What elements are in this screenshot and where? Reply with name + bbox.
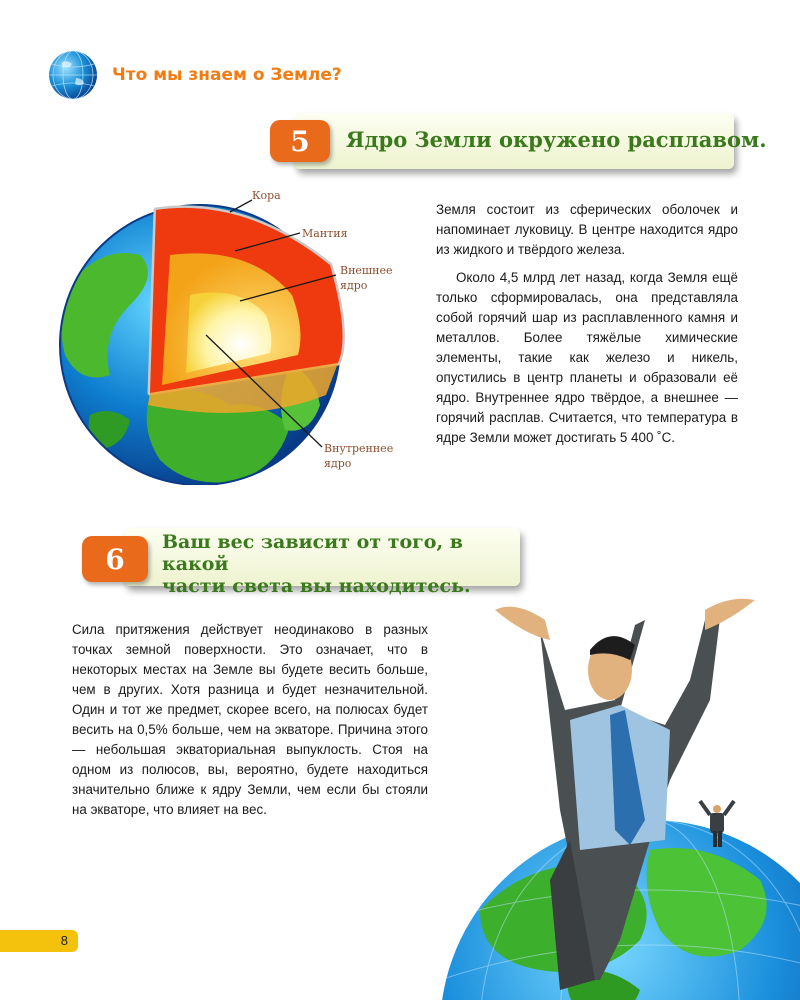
- outer-core-label-line2: ядро: [340, 279, 368, 292]
- section-heading-line-2: части света вы находитесь.: [162, 574, 471, 597]
- inner-core-label-line1: Внутреннее: [324, 442, 394, 455]
- section-number-badge: 5: [270, 120, 330, 162]
- section-5-paragraph-1: Земля состоит из сферических оболочек и напоминает луковицу. В центре находится ядро из жидкого и твёрдого железа.: [436, 202, 738, 257]
- earth-layers-diagram: [30, 185, 450, 485]
- section-5-text: [436, 200, 738, 448]
- outer-core-label-line1: Внешнее: [340, 264, 393, 277]
- section-heading-line-1: Ваш вес зависит от того, в какой: [162, 531, 463, 575]
- page-title: Что мы знаем о Земле?: [112, 65, 342, 85]
- globe-icon: [48, 50, 98, 100]
- page-number-tab: [0, 930, 78, 952]
- inner-core-label-line2: ядро: [324, 457, 352, 470]
- page-header: [48, 50, 342, 100]
- man-on-globe-illustration: [420, 580, 800, 1000]
- section-heading: Ядро Земли окружено расплавом.: [346, 127, 767, 152]
- crust-label: Кора: [252, 189, 281, 202]
- mantle-label: Мантия: [302, 227, 348, 240]
- section-6-text: [72, 620, 428, 820]
- section-5-banner: [270, 113, 767, 173]
- page-number: 8: [60, 933, 68, 948]
- section-6-paragraph: Сила притяжения действует неодинаково в разных точках земной поверхности. Это означает, что в некоторых местах на Земле вы будете весить больше, чем в других. Хотя разница и будет незначительной. Один и тот же предмет, скорее всего, на полюсах будет весить на 0,5% больше, чем на экваторе. Причина этого — небольшая экваториальная выпуклость. Стоя на одном из полюсов, вы, вероятно, будете находиться значительно ближе к ядру Земли, чем если бы стояли на экваторе, что влияет на вес.: [72, 622, 428, 817]
- section-5-paragraph-2: Около 4,5 млрд лет назад, когда Земля ещё только сформировалась, она представляла собой горячий шар из расплавленного камня и металлов. Более тяжёлые химические элементы, такие как железо и никель, опустились в центр планеты и образовали её ядро. Внутреннее ядро твёрдое, а внешнее — горячий расплав. Считается, что температура в ядре Земли может достигать 5 400 ˚С.: [436, 270, 738, 445]
- section-number-badge: 6: [82, 536, 148, 582]
